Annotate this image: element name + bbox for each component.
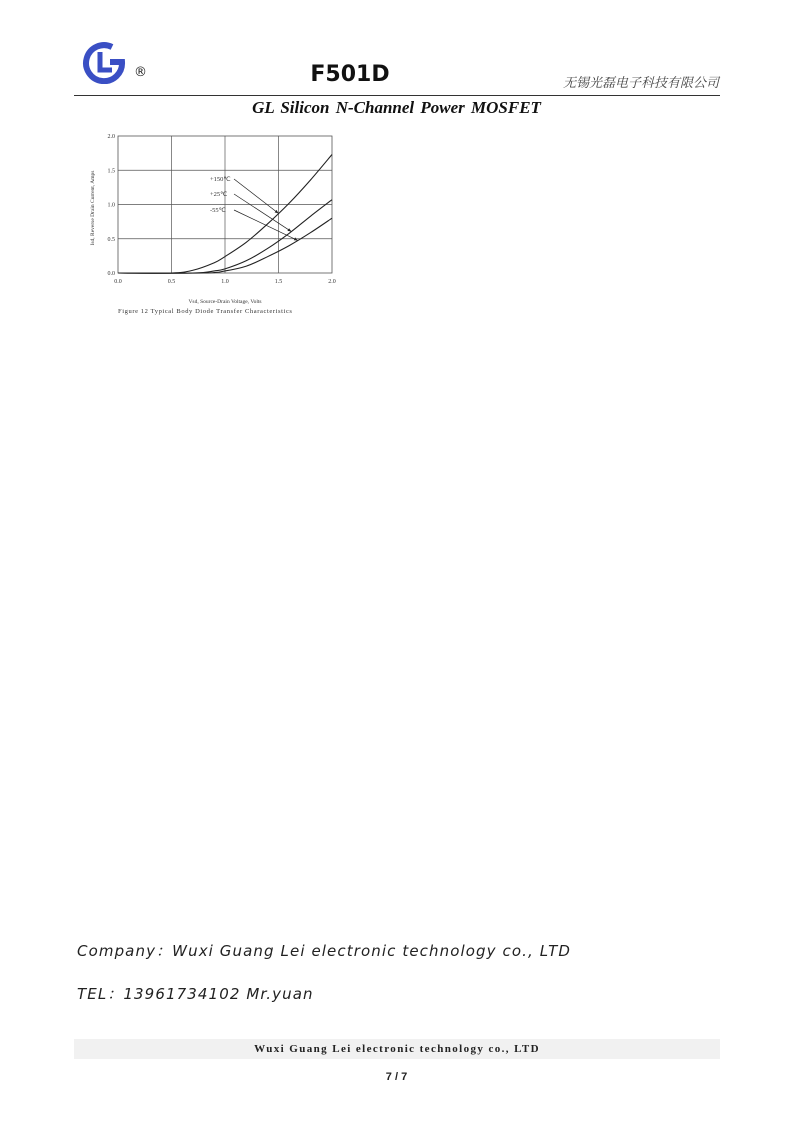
series-label-2: -55℃ xyxy=(210,207,226,214)
x-tick-label: 1.0 xyxy=(221,279,229,285)
document-title: F501D xyxy=(310,62,390,87)
series-arrowhead-1 xyxy=(287,228,291,231)
x-tick-label: 2.0 xyxy=(328,279,336,285)
company-logo xyxy=(82,40,128,84)
series-arrow-1 xyxy=(234,194,291,232)
telephone-contact-line: TEL：13961734102 Mr.yuan xyxy=(77,985,314,1003)
y-tick-label: 1.0 xyxy=(107,202,115,209)
x-tick-label: 0.0 xyxy=(114,279,122,285)
page-number: 7 / 7 xyxy=(385,1071,408,1083)
y-axis-label: Isd, Reverse Drain Current, Amps xyxy=(90,170,96,246)
y-tick-label: 2.0 xyxy=(107,134,115,140)
header-divider xyxy=(74,95,720,96)
series-label-1: +25℃ xyxy=(210,191,228,198)
company-name-chinese: 无锡光磊电子科技有限公司 xyxy=(562,76,719,91)
y-tick-label: 1.5 xyxy=(107,168,115,175)
chart-grid xyxy=(118,136,332,273)
y-tick-label: 0.5 xyxy=(107,236,115,243)
x-tick-label: 1.5 xyxy=(274,279,283,285)
x-axis-label: Vsd, Source-Drain Voltage, Volts xyxy=(188,299,262,305)
figure-caption: Figure 12 Typical Body Diode Transfer Characteristics xyxy=(118,308,293,315)
series-label-0: +150℃ xyxy=(210,176,231,183)
company-contact-line: Company：Wuxi Guang Lei electronic technology co., LTD xyxy=(77,942,572,960)
document-subtitle: GL Silicon N-Channel Power MOSFET xyxy=(252,98,541,117)
registered-mark: ® xyxy=(134,65,147,80)
x-tick-label: 0.5 xyxy=(167,279,176,285)
y-tick-label: 0.0 xyxy=(107,271,115,277)
diode-transfer-chart xyxy=(82,128,342,323)
footer-company-band: Wuxi Guang Lei electronic technology co., LTD xyxy=(74,1039,720,1059)
